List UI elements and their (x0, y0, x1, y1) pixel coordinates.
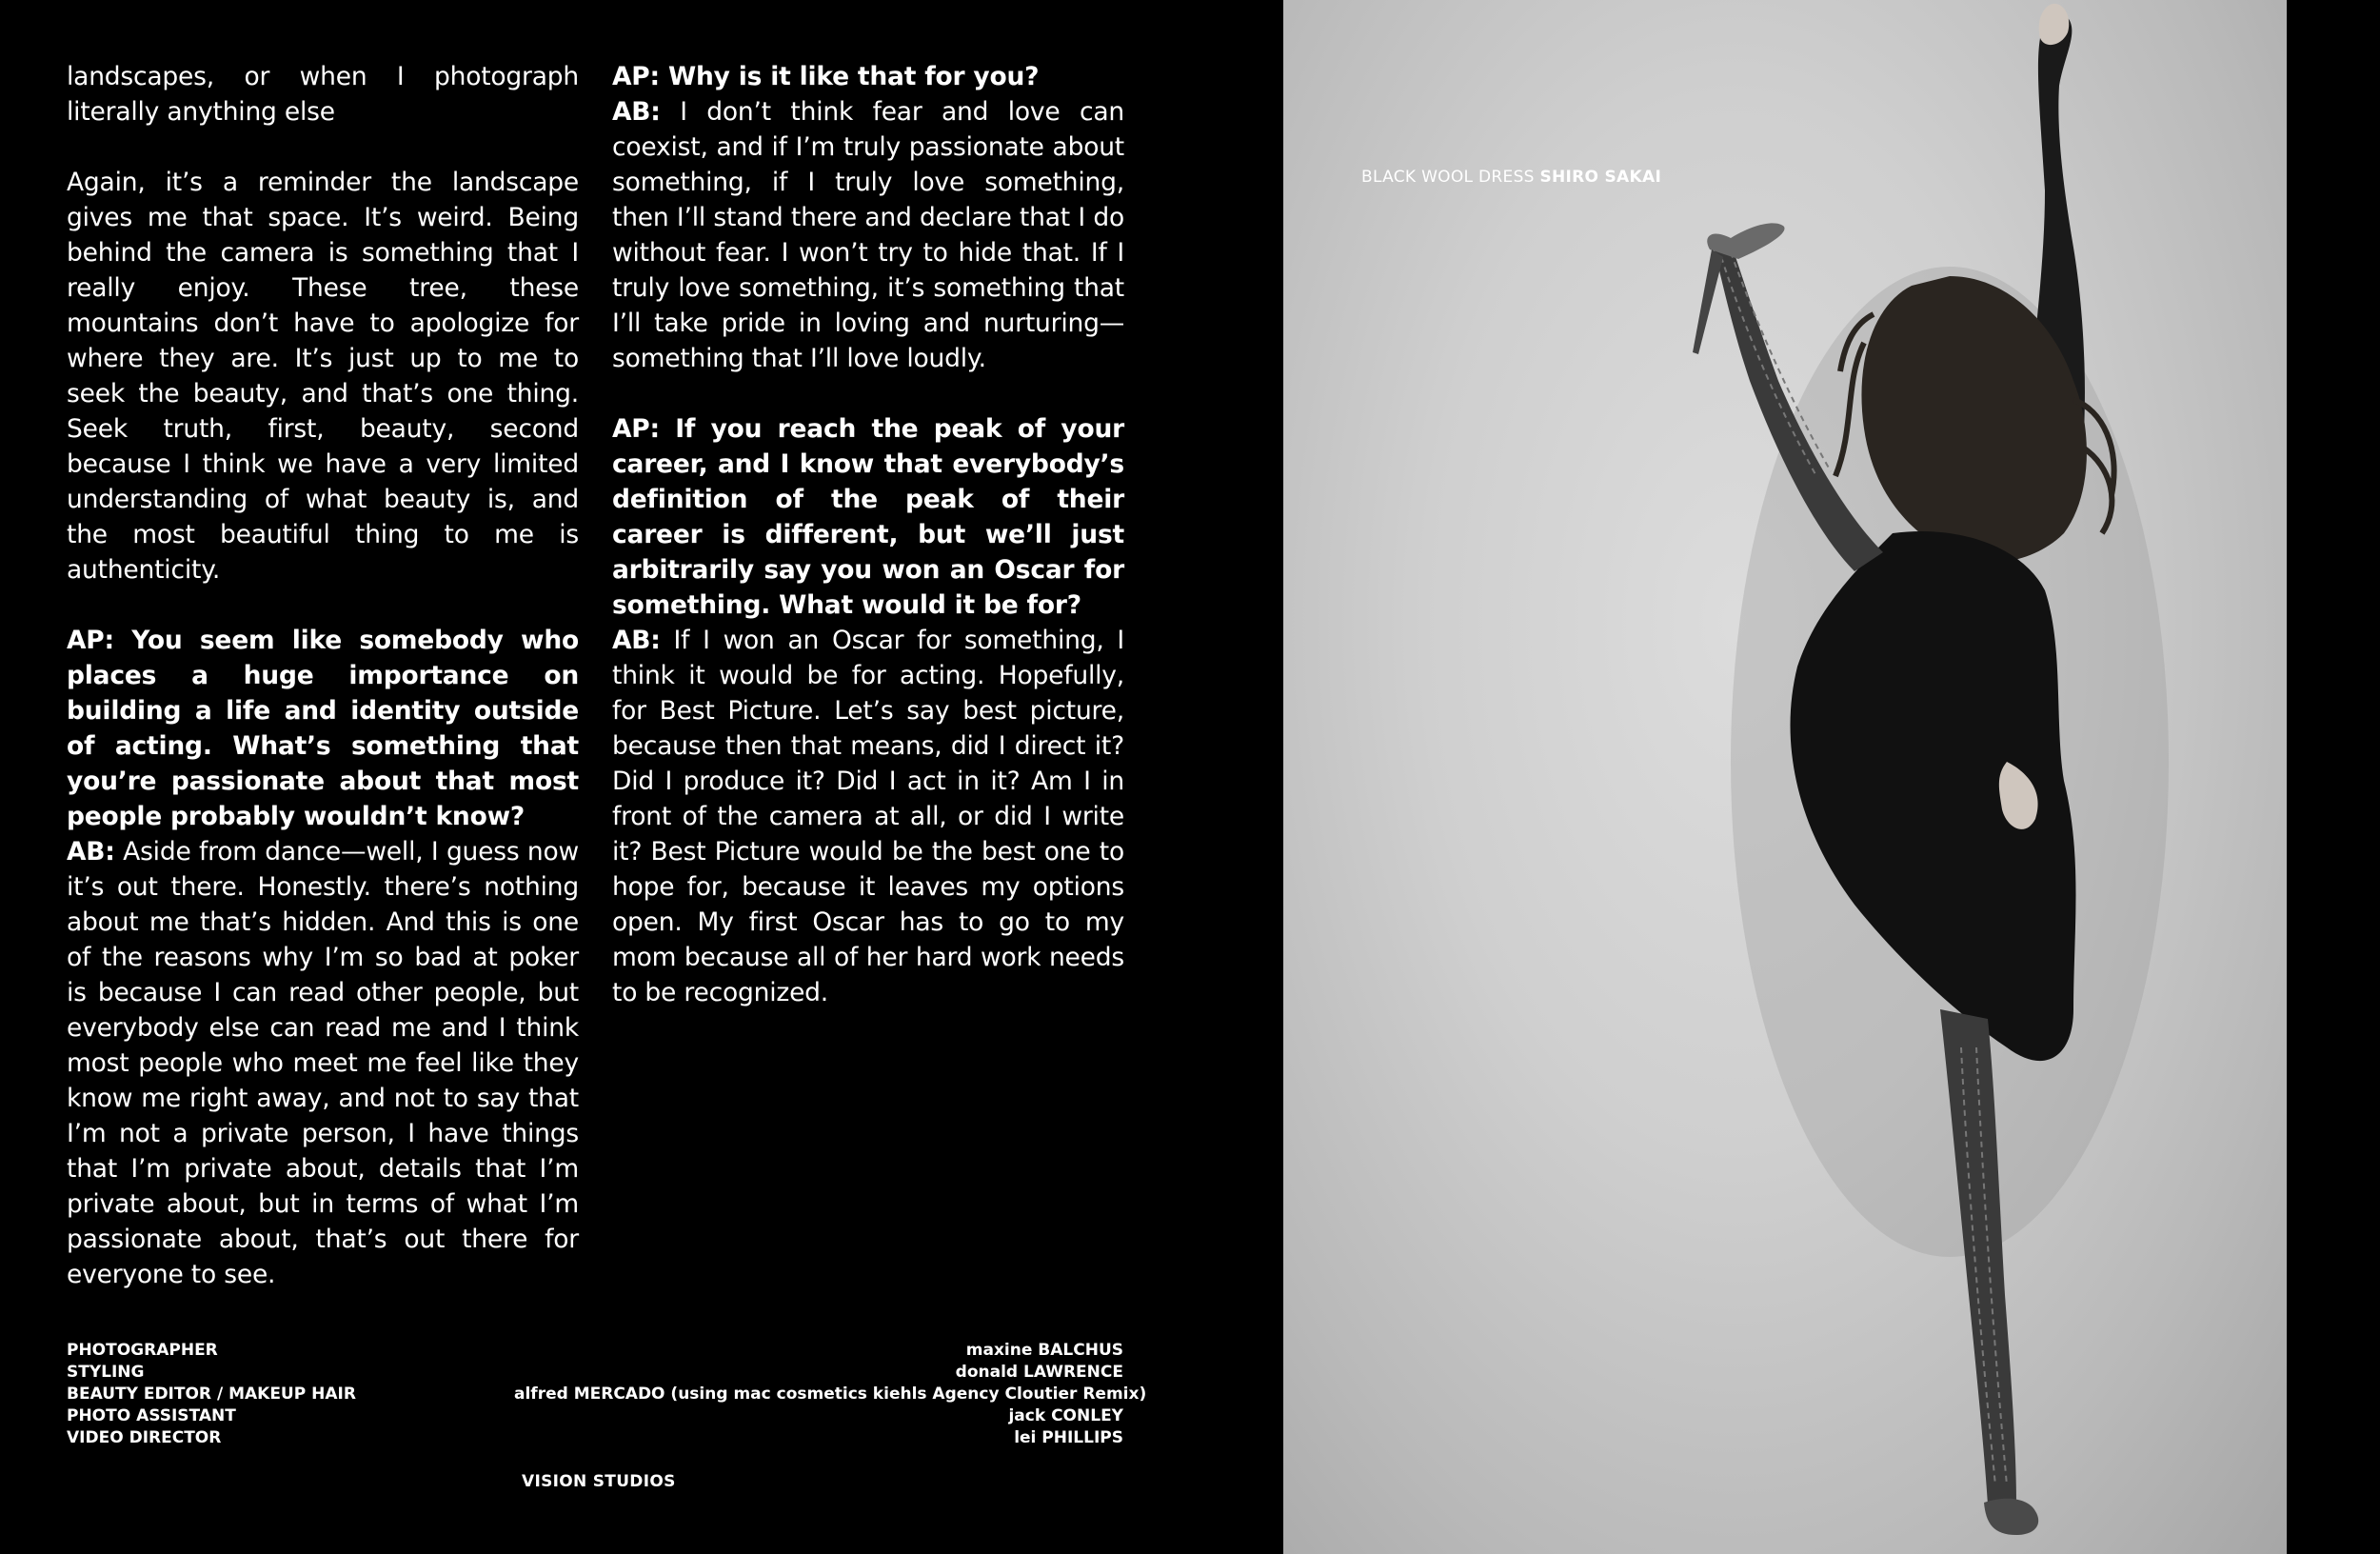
page-edge (2287, 0, 2380, 1554)
credit-role: VIDEO DIRECTOR (67, 1428, 222, 1447)
studio-credit: VISION STUDIOS (522, 1472, 676, 1491)
credit-name: lei PHILLIPS (1014, 1428, 1123, 1447)
answer-speaker: AB: (612, 626, 661, 655)
question-passion: AP: You seem like somebody who places a huge importance on building a life and identity outside of acting. What’s something that you’re passionate about that most people probably wouldn’t know? (67, 626, 579, 831)
paragraph-landscapes: landscapes, or when I photograph literally anything else (67, 62, 579, 127)
answer-speaker: AB: (612, 97, 661, 127)
question-why: AP: Why is it like that for you? (612, 62, 1040, 91)
credit-name: donald LAWRENCE (955, 1363, 1123, 1382)
dancer-illustration (1283, 0, 2287, 1554)
answer-oscar: If I won an Oscar for something, I think it would be for acting. Hopefully, for Best Picture. Let’s say best picture, because then that means, did I direct it? Did I produce it? Did I act in it? Am I in front of the camera at all, or did I write it? Best Picture would be the best one to hope for, because it leaves my options open. My first Oscar has to go to my mom because all of her hard work needs to be recognized. (612, 626, 1124, 1007)
credit-names (514, 1340, 1147, 1449)
answer-fear-love: I don’t think fear and love can coexist, and if I’m truly passionate about something, if I truly love something, then I’ll stand there and declare that I do without fear. I won’t try to hide that. If I truly love something, it’s something that I’ll take pride in loving and nurturing— something that I’ll love loudly. (612, 97, 1124, 373)
credit-roles (67, 1340, 356, 1449)
credit-name: alfred MERCADO (using mac cosmetics kiehls Agency Cloutier Remix) (514, 1385, 1147, 1404)
answer-passion: Aside from dance—well, I guess now it’s out there. Honestly. there’s nothing about me that’s hidden. And this is one of the reasons why I’m so bad at poker is because I can read other people, but everybody else can read me and I think most people who meet me feel like they know me right away, and not to say that I’m not a private person, I have things that I’m private about, details that I’m private about, but in terms of what I’m passionate about, that’s out there for everyone to see. (67, 837, 579, 1289)
question-oscar: AP: If you reach the peak of your career, and I know that everybody’s definition of the peak of their career is different, but we’ll just arbitrarily say you won an Oscar for something. What would it be for? (612, 414, 1124, 620)
credit-role: PHOTO ASSISTANT (67, 1406, 236, 1425)
qa-fear-love (612, 59, 1124, 376)
fashion-photo (1283, 0, 2287, 1554)
right-text-column (612, 59, 1124, 1046)
credit-name: jack CONLEY (1008, 1406, 1123, 1425)
credit-name: maxine BALCHUS (965, 1341, 1123, 1360)
raised-shoe-heel (1693, 249, 1723, 354)
credit-role: PHOTOGRAPHER (67, 1341, 218, 1360)
qa-oscar (612, 411, 1124, 1010)
photo-caption (1361, 168, 1661, 187)
credit-role: STYLING (67, 1363, 145, 1382)
qa-passion (67, 623, 579, 1292)
credit-role: BEAUTY EDITOR / MAKEUP HAIR (67, 1385, 356, 1404)
standing-shoe (1984, 1499, 2038, 1535)
answer-speaker: AB: (67, 837, 115, 867)
left-text-column (67, 59, 579, 1327)
caption-designer: SHIRO SAKAI (1539, 168, 1662, 187)
paragraph-beauty: Again, it’s a reminder the landscape gives me that space. It’s weird. Being behind the camera is something that I really enjoy. These tree, these mountains don’t have to apologize for where they are. It’s just up to me to seek the beauty, and that’s one thing. Seek truth, first, beauty, second because I think we have a very limited understanding of what beauty is, and the most beautiful thing to me is authenticity. (67, 168, 579, 585)
caption-garment: BLACK WOOL DRESS (1361, 168, 1540, 187)
